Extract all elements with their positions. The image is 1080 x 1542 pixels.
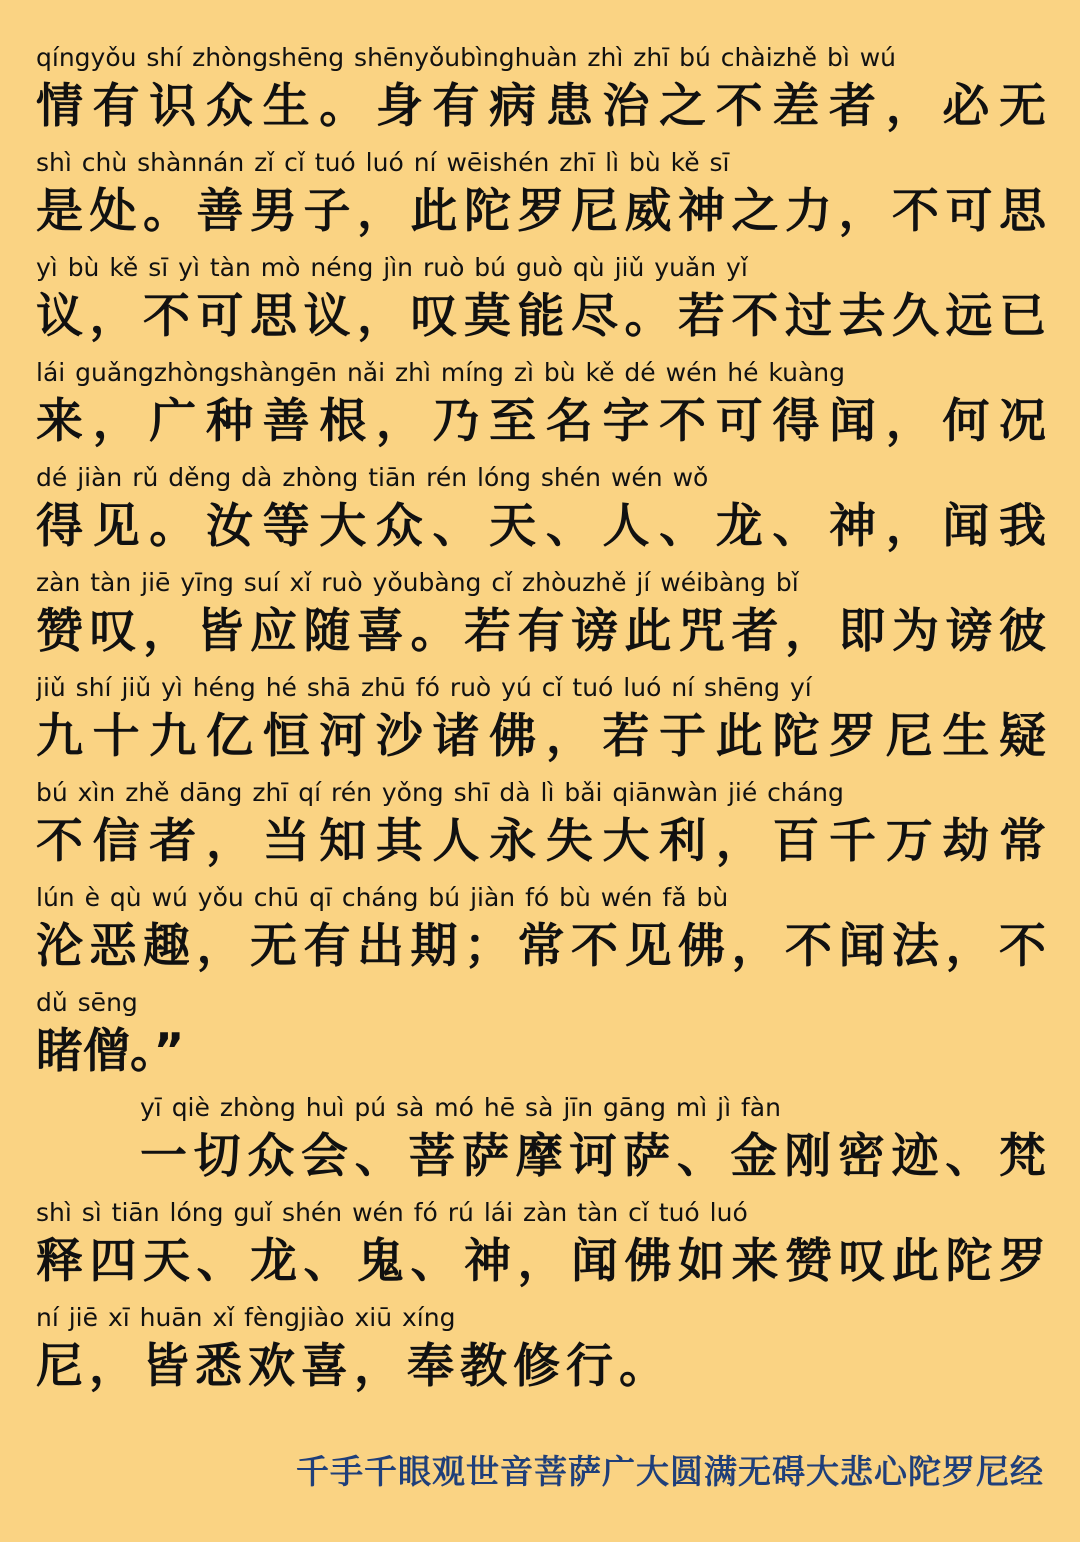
- hanzi-row: 九十九亿恒河沙诸佛，若于此陀罗尼生疑: [36, 709, 1046, 764]
- text-line-6: [36, 565, 1046, 663]
- pinyin-row: dé jiàn rǔ děng dà zhòng tiān rén lóng shén wén wǒ: [36, 463, 709, 492]
- hanzi-row: 尼，皆悉欢喜，奉教修行。: [36, 1339, 672, 1394]
- hanzi-row: 情有识众生。身有病患治之不差者，必无: [36, 79, 1046, 134]
- pinyin-row: bú xìn zhě dāng zhī qí rén yǒng shī dà lì bǎi qiānwàn jié cháng: [36, 778, 844, 807]
- hanzi-row: 释四天、龙、鬼、神，闻佛如来赞叹此陀罗: [36, 1234, 1046, 1289]
- pinyin-row: shì chù shànnán zǐ cǐ tuó luó ní wēishén zhī lì bù kě sī: [36, 148, 730, 177]
- pinyin-row: dǔ sēng: [36, 988, 138, 1017]
- pinyin-row: yī qiè zhòng huì pú sà mó hē sà jīn gāng mì jì fàn: [140, 1093, 781, 1122]
- pinyin-row: lái guǎngzhòngshàngēn nǎi zhì míng zì bù kě dé wén hé kuàng: [36, 358, 845, 387]
- text-line-1: [36, 40, 1046, 138]
- hanzi-row: 是处。善男子，此陀罗尼威神之力，不可思: [36, 184, 1046, 239]
- text-line-4: [36, 355, 1046, 453]
- hanzi-row: 赞叹，皆应随喜。若有谤此咒者，即为谤彼: [36, 604, 1046, 659]
- hanzi-row: 沦恶趣，无有出期；常不见佛，不闻法，不: [36, 919, 1046, 974]
- hanzi-row: 不信者，当知其人永失大利，百千万劫常: [36, 814, 1046, 869]
- sutra-title: 千手千眼观世音菩萨广大圆满无碍大悲心陀罗尼经: [296, 1452, 1044, 1491]
- text-line-3: [36, 250, 1046, 348]
- pinyin-row: zàn tàn jiē yīng suí xǐ ruò yǒubàng cǐ zhòuzhě jí wéibàng bǐ: [36, 568, 799, 597]
- text-line-10: [36, 985, 1046, 1083]
- text-line-8: [36, 775, 1046, 873]
- text-line-12: [36, 1195, 1046, 1293]
- text-line-13: [36, 1300, 1046, 1398]
- text-line-5: [36, 460, 1046, 558]
- hanzi-row: 来，广种善根，乃至名字不可得闻，何况: [36, 394, 1046, 449]
- text-line-11: [140, 1090, 1046, 1188]
- pinyin-row: qíngyǒu shí zhòngshēng shēnyǒubìnghuàn zhì zhī bú chàizhě bì wú: [36, 43, 897, 72]
- text-line-2: [36, 145, 1046, 243]
- pinyin-row: lún è qù wú yǒu chū qī cháng bú jiàn fó bù wén fǎ bù: [36, 883, 729, 912]
- pinyin-row: ní jiē xī huān xǐ fèngjiào xiū xíng: [36, 1303, 456, 1332]
- text-line-7: [36, 670, 1046, 768]
- hanzi-row: 一切众会、菩萨摩诃萨、金刚密迹、梵: [140, 1129, 1046, 1184]
- hanzi-row: 睹僧。”: [36, 1024, 185, 1079]
- hanzi-row: 议，不可思议，叹莫能尽。若不过去久远已: [36, 289, 1046, 344]
- text-line-9: [36, 880, 1046, 978]
- pinyin-row: shì sì tiān lóng guǐ shén wén fó rú lái zàn tàn cǐ tuó luó: [36, 1198, 748, 1227]
- hanzi-row: 得见。汝等大众、天、人、龙、神，闻我: [36, 499, 1046, 554]
- pinyin-row: yì bù kě sī yì tàn mò néng jìn ruò bú guò qù jiǔ yuǎn yǐ: [36, 253, 748, 282]
- pinyin-row: jiǔ shí jiǔ yì héng hé shā zhū fó ruò yú cǐ tuó luó ní shēng yí: [36, 673, 812, 702]
